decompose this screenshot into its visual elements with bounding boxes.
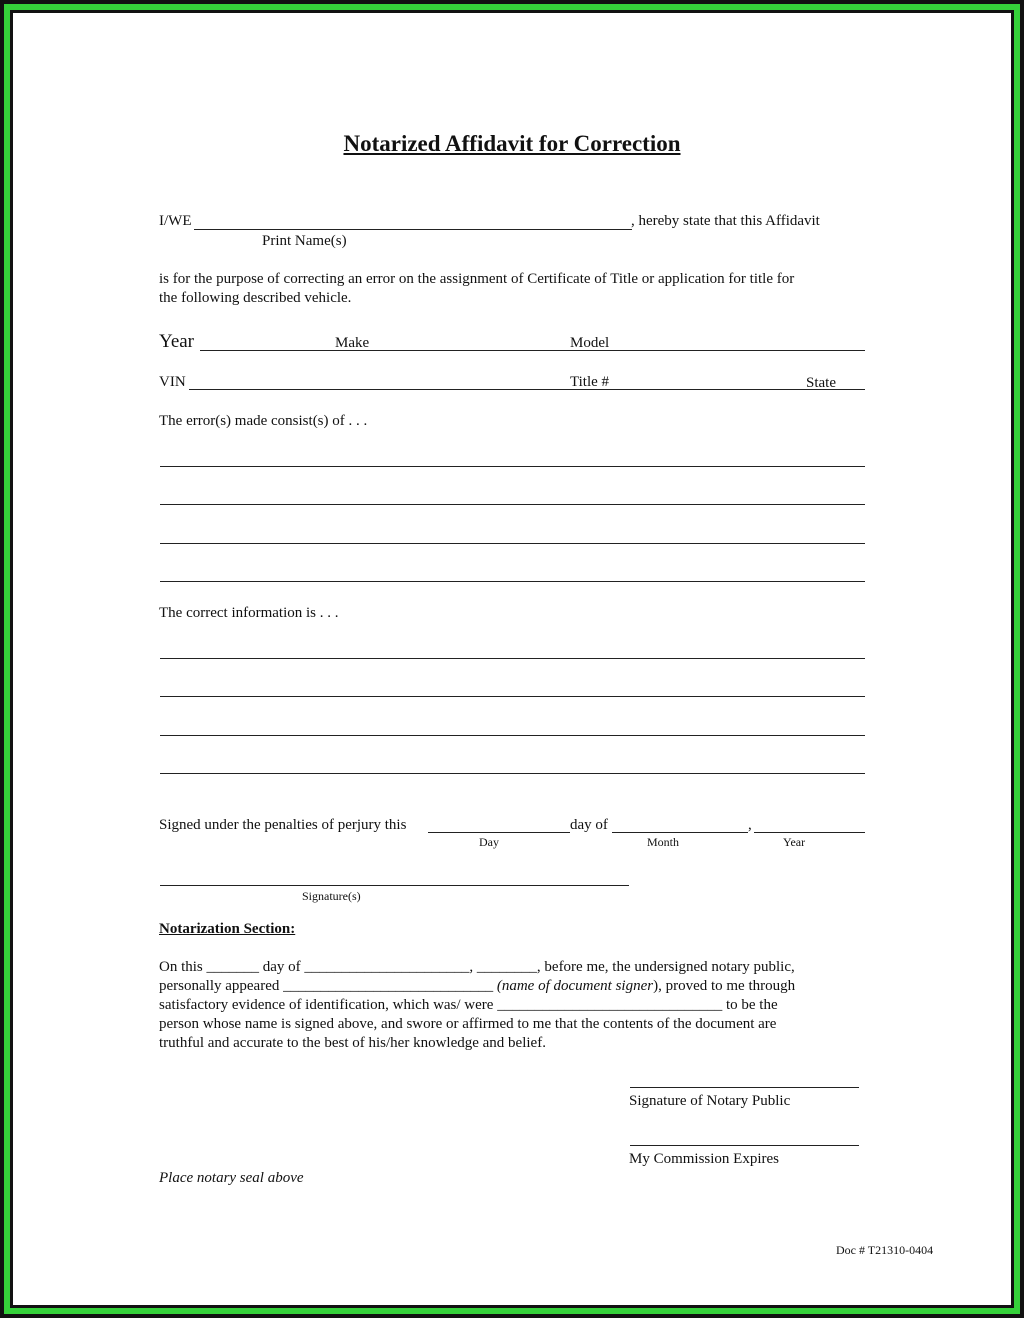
month-caption: Month: [647, 835, 680, 849]
model-label: Model: [570, 335, 610, 351]
print-name-field[interactable]: [194, 229, 632, 230]
vin-title-state-field[interactable]: [189, 389, 865, 390]
state-label: State: [806, 375, 836, 391]
title-number-label: Title #: [570, 374, 610, 390]
error-line-4[interactable]: [160, 581, 865, 582]
signed-month-field[interactable]: [612, 832, 748, 833]
commission-expires-field[interactable]: [630, 1145, 859, 1146]
notary-signature-field[interactable]: [630, 1087, 859, 1088]
notarization-line-2-start: personally appeared ____________________________: [159, 978, 497, 994]
notarization-line-3: satisfactory evidence of identification, which was/ were ______________________________ to be the: [159, 997, 778, 1013]
year-caption: Year: [783, 835, 806, 849]
document-signer-hint: (name of document signer: [496, 978, 654, 994]
doc-number: Doc # T21310-0404: [836, 1243, 934, 1257]
signed-day-field[interactable]: [428, 832, 570, 833]
errors-label: The error(s) made consist(s) of . . .: [159, 413, 368, 429]
hereby-text: , hereby state that this Affidavit: [631, 213, 820, 229]
make-label: Make: [335, 335, 370, 351]
notarization-line-5: truthful and accurate to the best of his/her knowledge and belief.: [159, 1035, 546, 1051]
notarization-line-4: person whose name is signed above, and swore or affirmed to me that the contents of the document are: [159, 1016, 777, 1032]
correct-info-label: The correct information is . . .: [159, 605, 339, 621]
purpose-line-1: is for the purpose of correcting an error on the assignment of Certificate of Title or application for title for: [159, 271, 795, 287]
signed-day-of: day of: [570, 817, 608, 833]
notarization-line-2: [159, 977, 795, 995]
notary-signature-label: Signature of Notary Public: [629, 1093, 791, 1109]
vin-label: VIN: [159, 374, 186, 390]
correct-line-3[interactable]: [160, 735, 865, 736]
commission-expires-label: My Commission Expires: [629, 1151, 780, 1167]
inner-frame: [10, 10, 1014, 1308]
day-caption: Day: [479, 835, 499, 849]
correct-line-2[interactable]: [160, 696, 865, 697]
error-line-3[interactable]: [160, 543, 865, 544]
iwe-label: I/WE: [159, 213, 192, 229]
notary-seal-label: Place notary seal above: [159, 1170, 304, 1186]
error-line-2[interactable]: [160, 504, 865, 505]
document-title: Notarized Affidavit for Correction: [343, 131, 681, 156]
signed-comma: ,: [748, 817, 752, 833]
error-line-1[interactable]: [160, 466, 865, 467]
print-name-label: Print Name(s): [262, 233, 347, 249]
correct-line-4[interactable]: [160, 773, 865, 774]
signed-year-field[interactable]: [754, 832, 865, 833]
notarization-line-2-end: ), proved to me through: [653, 978, 796, 994]
signed-prefix: Signed under the penalties of perjury this: [159, 817, 407, 833]
year-make-model-field[interactable]: [200, 350, 865, 351]
signature-caption: Signature(s): [302, 889, 361, 903]
purpose-line-2: the following described vehicle.: [159, 290, 352, 306]
notarization-heading: Notarization Section:: [159, 921, 296, 937]
year-label: Year: [159, 331, 195, 352]
notarization-line-1: On this _______ day of ______________________, ________, before me, the undersigned notary public,: [159, 959, 795, 975]
signature-field[interactable]: [160, 885, 629, 886]
correct-line-1[interactable]: [160, 658, 865, 659]
